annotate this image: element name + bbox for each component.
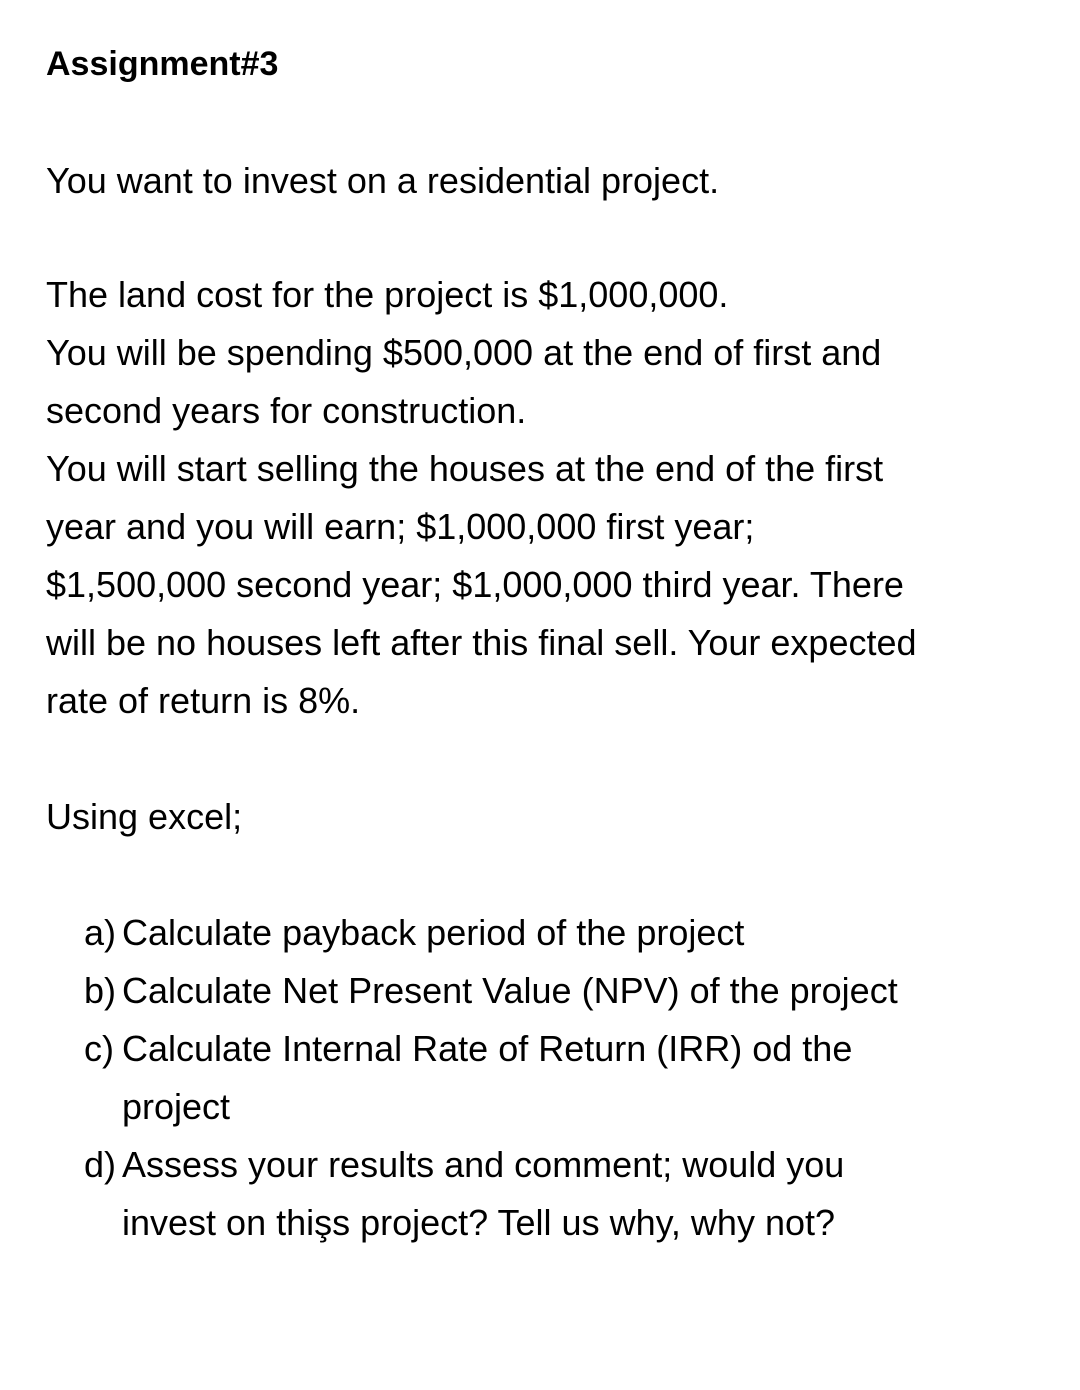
task-text: Calculate Internal Rate of Return (IRR) od the — [122, 1028, 853, 1069]
task-item-d — [84, 1136, 1044, 1252]
task-marker: d) — [84, 1144, 117, 1185]
description-line: The land cost for the project is $1,000,000. — [46, 274, 729, 315]
intro-sentence: You want to invest on a residential project. — [46, 160, 720, 201]
task-marker: a) — [84, 912, 117, 953]
task-text: Assess your results and comment; would you — [122, 1144, 845, 1185]
task-list — [84, 904, 1044, 1252]
task-text: Calculate Net Present Value (NPV) of the project — [122, 970, 898, 1011]
description-line: You will be spending $500,000 at the end of first and — [46, 332, 882, 373]
project-description — [46, 266, 1046, 730]
task-item-b — [84, 962, 1044, 1020]
task-marker: c) — [84, 1028, 114, 1069]
description-line: will be no houses left after this final sell. Your expected — [46, 622, 917, 663]
task-text: Calculate payback period of the project — [122, 912, 745, 953]
using-excel-label: Using excel; — [46, 796, 243, 837]
description-line: You will start selling the houses at the end of the first — [46, 448, 884, 489]
task-item-c — [84, 1020, 1044, 1136]
assignment-title: Assignment#3 — [46, 45, 279, 83]
task-text-continued: invest on thişs project? Tell us why, why not? — [122, 1202, 836, 1243]
description-line: rate of return is 8%. — [46, 680, 361, 721]
task-item-a — [84, 904, 1044, 962]
description-line: year and you will earn; $1,000,000 first year; — [46, 506, 755, 547]
task-marker: b) — [84, 970, 117, 1011]
description-line: $1,500,000 second year; $1,000,000 third year. There — [46, 564, 904, 605]
description-line: second years for construction. — [46, 390, 527, 431]
task-text-continued: project — [122, 1086, 231, 1127]
